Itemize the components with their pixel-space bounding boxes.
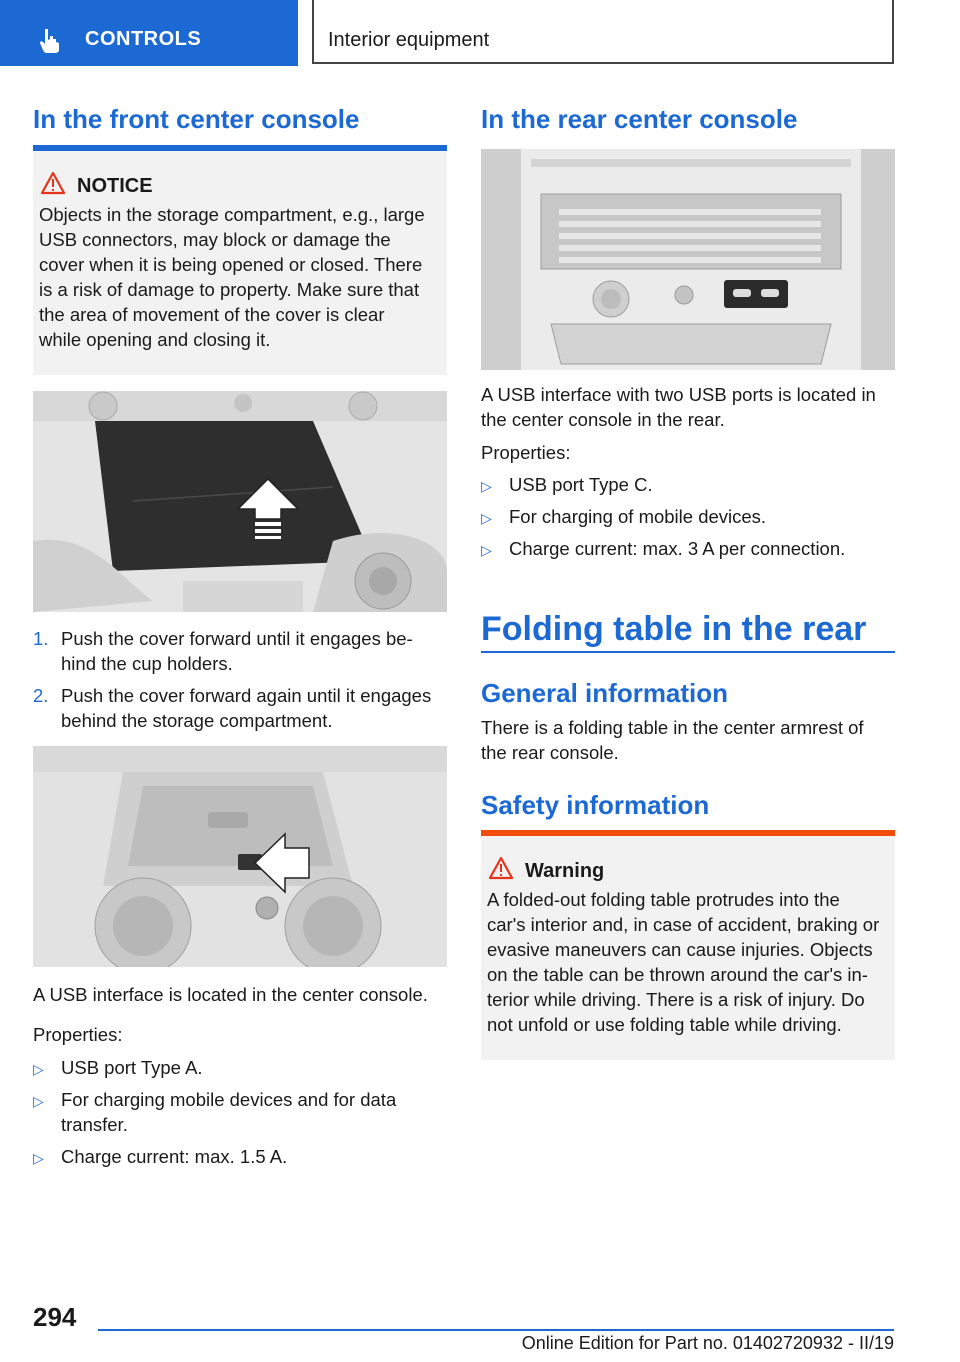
rear-usb-illustration — [481, 149, 895, 370]
notice-box — [33, 151, 447, 375]
property-line: For charging mobile devices and for data — [61, 1089, 397, 1110]
notice-line: USB connectors, may block or damage the — [39, 229, 391, 250]
step-text — [61, 683, 447, 733]
safety-info-heading: Safety information — [481, 790, 710, 820]
warning-body — [487, 887, 887, 1037]
rear-usb-text — [481, 382, 895, 432]
list-item — [33, 626, 447, 676]
front-properties-label: Properties: — [33, 1024, 123, 1045]
property-line: USB port Type A. — [61, 1057, 203, 1078]
rear-usb-photo — [481, 149, 895, 370]
text-line: the rear console. — [481, 742, 619, 763]
notice-line: is a risk of damage to property. Make sure that — [39, 279, 420, 300]
step-line: behind the storage compartment. — [61, 710, 333, 731]
bullet-triangle-icon: ▷ — [481, 542, 492, 558]
bullet-triangle-icon: ▷ — [33, 1093, 44, 1109]
list-item — [33, 1144, 447, 1169]
notice-line: Objects in the storage compartment, e.g., large — [39, 204, 425, 225]
list-item — [33, 1087, 447, 1137]
section-title: Interior equipment — [328, 29, 490, 51]
notice-line: cover when it is being opened or closed. There — [39, 254, 423, 275]
step-number: 1. — [33, 628, 49, 649]
warning-triangle-icon — [40, 171, 66, 195]
front-usb-photo — [33, 746, 447, 967]
bullet-triangle-icon: ▷ — [33, 1150, 44, 1166]
step-number: 2. — [33, 685, 49, 706]
warning-title: Warning — [525, 860, 605, 882]
general-info-text — [481, 715, 895, 765]
text-line: the center console in the rear. — [481, 409, 725, 430]
property-line: Charge current: max. 3 A per connection. — [509, 538, 846, 559]
step-text — [61, 626, 447, 676]
step-line: Push the cover forward until it engages be- — [61, 628, 413, 649]
section-header — [312, 0, 894, 64]
warning-line: evasive maneuvers can cause injuries. Objects — [487, 939, 873, 960]
front-usb-illustration — [33, 746, 447, 967]
list-item — [33, 683, 447, 733]
notice-line: the area of movement of the cover is clear — [39, 304, 385, 325]
text-line: A USB interface with two USB ports is located in — [481, 384, 876, 405]
notice-line: while opening and closing it. — [39, 329, 271, 350]
chapter-label: CONTROLS — [85, 28, 202, 50]
property-line: For charging of mobile devices. — [509, 506, 767, 527]
warning-line: terior while driving. There is a risk of injury. Do — [487, 989, 865, 1010]
general-info-heading: General information — [481, 678, 729, 708]
warning-line: A folded-out folding table protrudes into the — [487, 889, 840, 910]
storage-cover-photo — [33, 391, 447, 612]
list-item — [481, 504, 895, 529]
front-usb-text: A USB interface is located in the center console. — [33, 984, 428, 1005]
bullet-triangle-icon: ▷ — [481, 478, 492, 494]
front-console-heading: In the front center console — [33, 104, 360, 134]
warning-line: not unfold or use folding table while driving. — [487, 1014, 842, 1035]
chapter-tab[interactable] — [0, 0, 298, 66]
storage-cover-illustration — [33, 391, 447, 612]
edition-text: Online Edition for Part no. 01402720932 - II/19 — [521, 1333, 894, 1353]
heading-rule — [481, 651, 895, 653]
step-line: Push the cover forward again until it engages — [61, 685, 432, 706]
rear-console-heading: In the rear center console — [481, 104, 798, 134]
list-item — [481, 536, 895, 561]
warning-triangle-icon — [488, 856, 514, 880]
property-line: Charge current: max. 1.5 A. — [61, 1146, 288, 1167]
folding-table-heading: Folding table in the rear — [481, 610, 867, 648]
property-line: USB port Type C. — [509, 474, 653, 495]
pointing-hand-icon — [40, 27, 64, 53]
step-line: hind the cup holders. — [61, 653, 233, 674]
warning-box — [481, 836, 895, 1060]
bullet-triangle-icon: ▷ — [481, 510, 492, 526]
page-number: 294 — [33, 1302, 77, 1332]
warning-line: on the table can be thrown around the car's in- — [487, 964, 868, 985]
notice-body — [39, 202, 439, 352]
notice-title: NOTICE — [77, 175, 153, 197]
list-item — [481, 472, 895, 497]
bullet-triangle-icon: ▷ — [33, 1061, 44, 1077]
property-line: transfer. — [61, 1114, 128, 1135]
rear-properties-label: Properties: — [481, 442, 571, 463]
footer-rule — [98, 1329, 894, 1331]
warning-line: car's interior and, in case of accident, braking or — [487, 914, 880, 935]
text-line: There is a folding table in the center armrest of — [481, 717, 864, 738]
list-item — [33, 1055, 447, 1080]
